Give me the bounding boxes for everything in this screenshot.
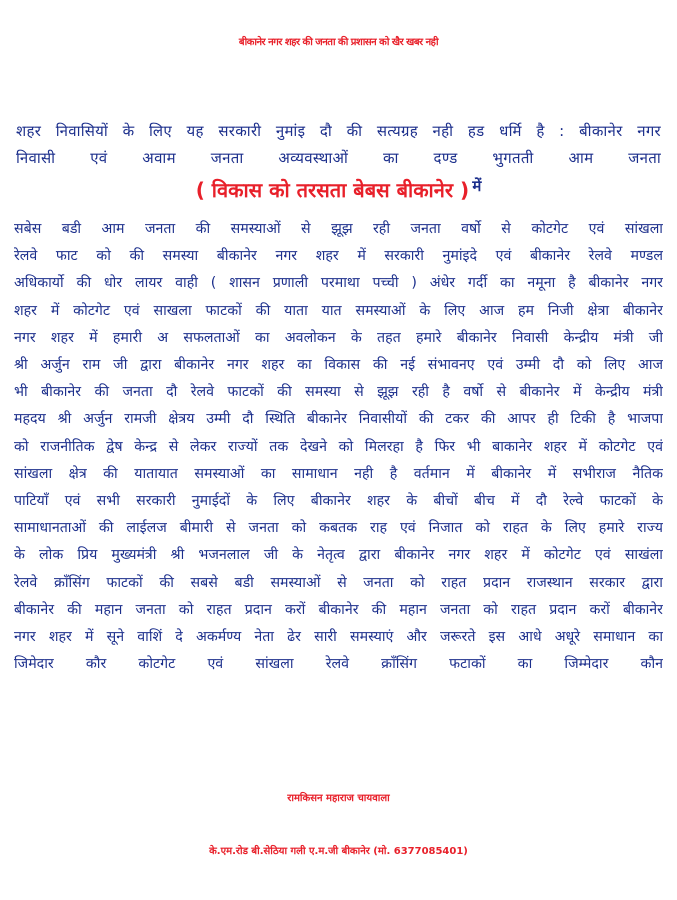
body-line: नगर शहर में हमारी अ सफलताओं का अवलोकन के तहत हमारे बीकानेर निवासी केन्द्रीय मंत्री जी [14,329,663,346]
body-line: जिमेदार कौर कोटगेट एवं सांखला रेलवे क्राँसिंग फटाकों का जिम्मेदार कौन [14,656,663,673]
body-line: बीकानेर की महान जनता को राहत प्रदान करों बीकानेर की महान जनता को राहत प्रदान करों बीकानेर [14,601,663,618]
headline: बीकानेर नगर शहर की जनता की प्रशासन को खैर खबर नही [238,37,439,48]
body-line: नगर शहर में सूने वाशिं दे अकर्मण्य नेता ढेर सारी समस्याएं और जरूरते इस आधे अधूरे समाधान का [14,629,663,646]
body-line: श्री अर्जुन राम जी द्वारा बीकानेर नगर शहर का विकास की नई संभावनए एवं उम्मी दौ को लिए आज [14,357,663,374]
tagline-text: ( विकास को तरसता बेबस बीकानेर ) [195,178,470,202]
body-line: सांखला क्षेत्र की यातायात समस्याओं का सामाधान नही है वर्तमान में बीकानेर में सभीराज नैतिक [14,465,663,482]
body-line: शहर में कोटगेट एवं साखला फाटकों की याता यात समस्याओं के लिए आज हम निजी क्षेत्रा बीकानेर [14,302,663,319]
intro-line: निवासी एवं अवाम जनता अव्यवस्थाओं का दण्ड भुगतती आम जनता [16,149,661,167]
signature-name: रामकिसन महाराज चायवाला [287,793,390,804]
intro-line: शहर निवासियों के लिए यह सरकारी नुमांइ दौ की सत्यग्रह नही हड धर्मि है : बीकानेर नगर [16,122,661,140]
body-line: के लोक प्रिय मुख्यमंत्री श्री भजनलाल जी के नेतृत्व द्वारा बीकानेर नगर शहर में कोटगेट एवं साखंला [14,547,663,564]
body-line: अधिकार्यो की धोर लायर वाही ( शासन प्रणाली परमाथा पच्ची ) अंधेर गर्दी का नमूना है बीकानेर नगर [14,275,663,292]
tagline-suffix: में [472,177,482,195]
body-line: रेलवे फाट को की समस्या बीकानेर नगर शहर में सरकारी नुमांइदे एवं बीकानेर रेलवे मण्डल [14,248,663,265]
body-line: भी बीकानेर की जनता दौ रेलवे फाटकों की समस्या से झूझ रही है वर्षो से बीकानेर में केन्द्रीय मंत्री [14,384,663,401]
body-paragraph [14,216,663,678]
body-line: को राजनीतिक द्वेष केन्द्र से लेकर राज्यों तक देखने को मिलरहा है फिर भी बाकानेर शहर में कोटगेट एवं [14,438,663,455]
body-line: रेलवे क्राँसिंग फाटकों की सबसे बडी समस्याओं से जनता को राहत प्रदान राजस्थान सरकार द्वारा [14,574,663,591]
body-line: सामाधानताओं की लाईलज बीमारी से जनता को कबतक राह एवं निजात को राहत के लिए हमारे राज्य [14,520,663,537]
body-line: महदय श्री अर्जुन रामजी क्षेत्रय उम्मी दौ स्थिति बीकानेर निवासीयों की टकर की आपर ही टिकी है भाजपा [14,411,663,428]
contact-address: के.एम.रोड बी.सेठिया गली ए.म.जी बीकानेर (मो. 6377085401) [209,846,468,857]
body-line: पाटियाँ एवं सभी सरकारी नुमाईदों के लिए बीकानेर शहर के बीचों बीच में दौ रेल्वे फाटकों के [14,493,663,510]
intro-paragraph [16,118,661,172]
body-line: सबेस बडी आम जनता की समस्याओं से झूझ रही जनता वर्षो से कोटगेट एवं सांखला [14,221,663,237]
tagline [0,176,677,203]
